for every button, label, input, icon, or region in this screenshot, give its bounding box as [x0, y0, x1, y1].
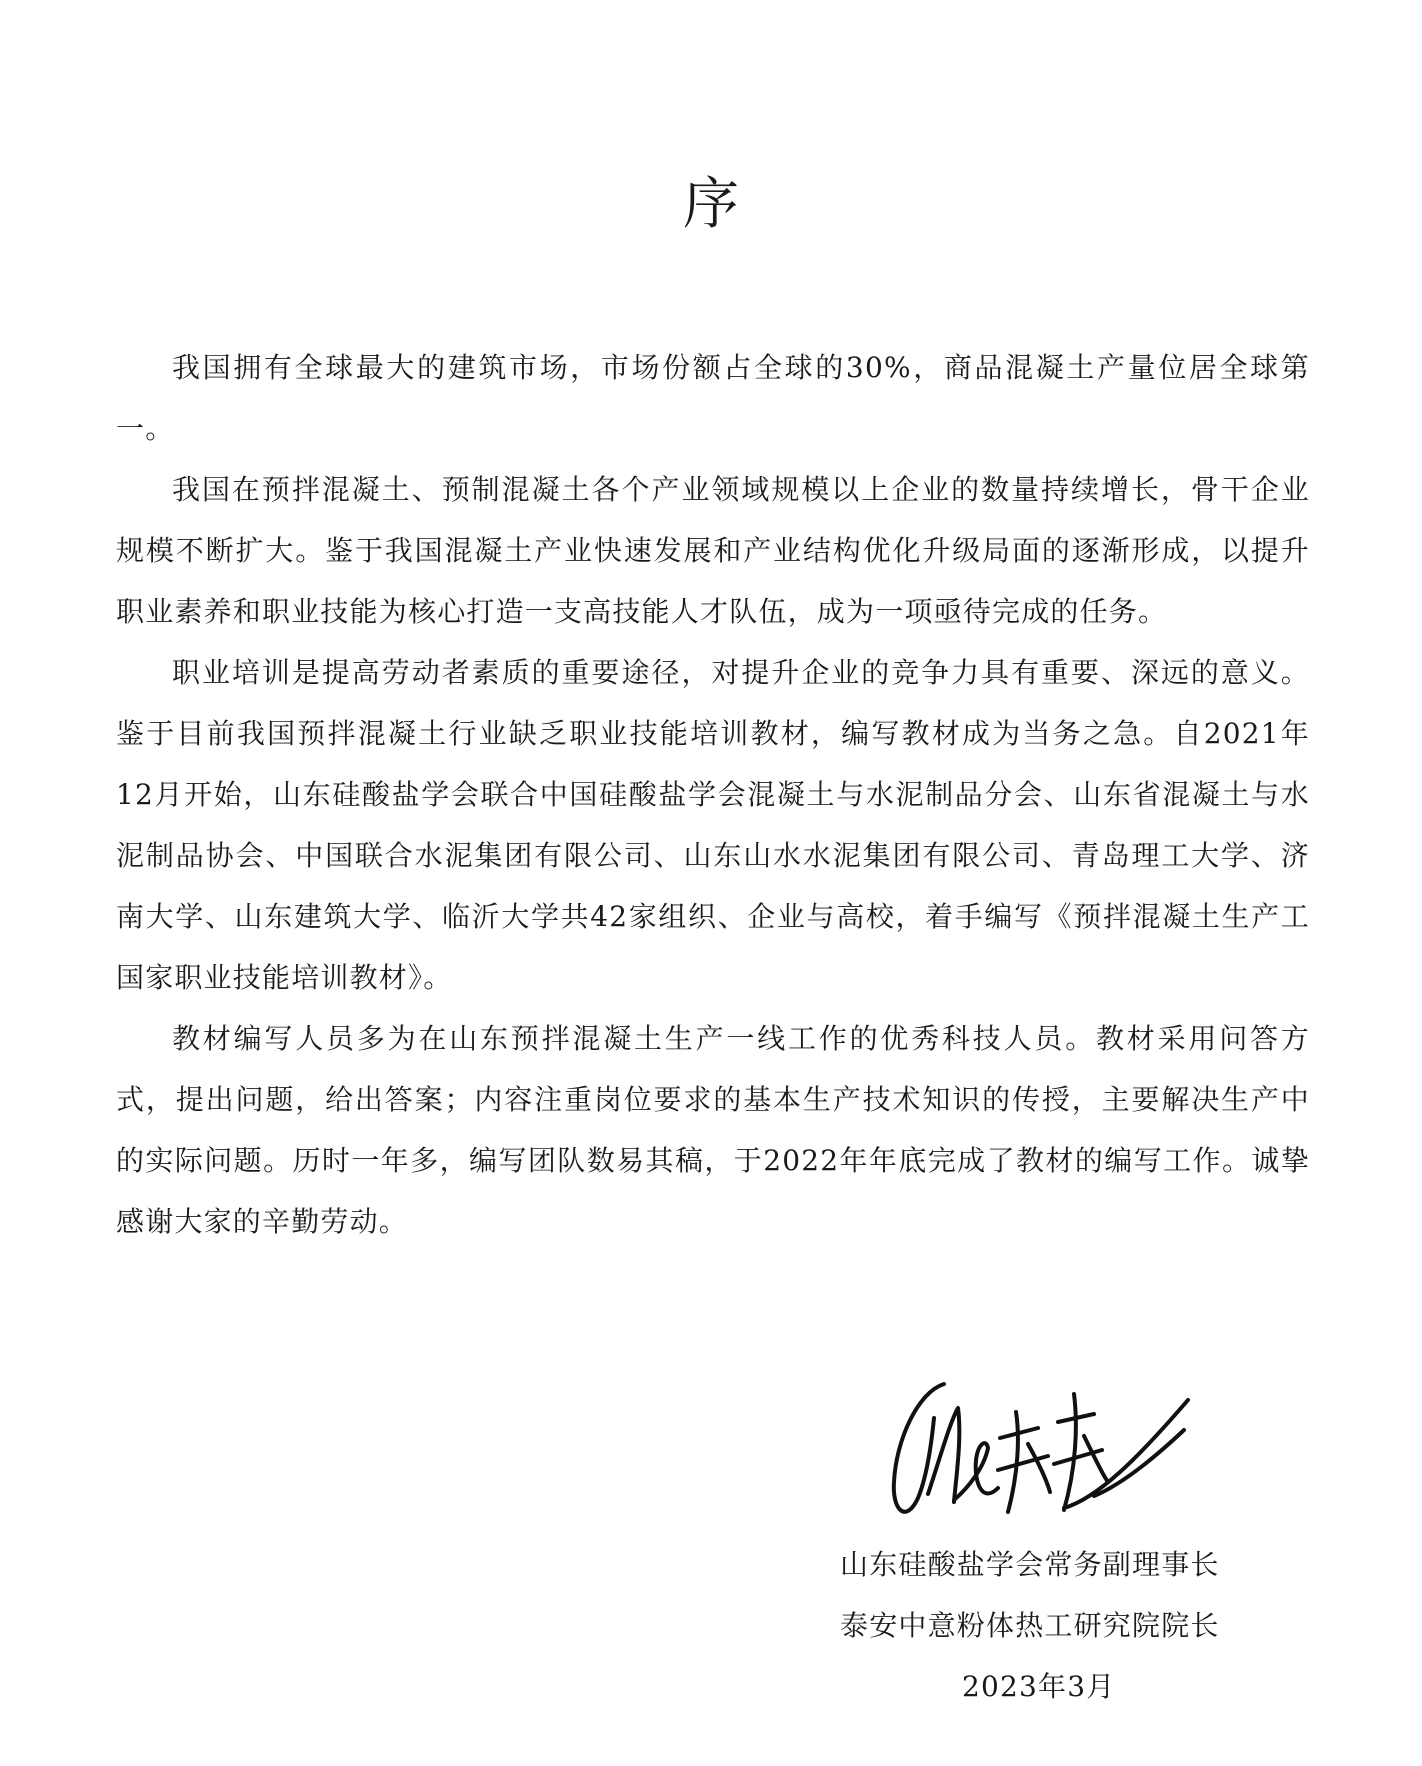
- paragraph-1: 我国拥有全球最大的建筑市场，市场份额占全球的30%，商品混凝土产量位居全球第一。: [116, 351, 1310, 445]
- paragraph-4: 教材编写人员多为在山东预拌混凝土生产一线工作的优秀科技人员。教材采用问答方式，提出问题，给出答案；内容注重岗位要求的基本生产技术知识的传授，主要解决生产中的实际问题。历时一年多，编写团队数易其稿，于2022年年底完成了教材的编写工作。诚挚感谢大家的辛勤劳动。: [116, 1022, 1310, 1238]
- page-title: 序: [683, 172, 739, 237]
- signature-block: [790, 1534, 1310, 1717]
- paragraph-2: 我国在预拌混凝土、预制混凝土各个产业领域规模以上企业的数量持续增长，骨干企业规模不断扩大。鉴于我国混凝土产业快速发展和产业结构优化升级局面的逐渐形成，以提升职业素养和职业技能为核心打造一支高技能人才队伍，成为一项亟待完成的任务。: [116, 473, 1310, 628]
- body-text: [116, 337, 1310, 1252]
- signature-date: 2023年3月: [962, 1670, 1116, 1703]
- signer-title-1: 山东硅酸盐学会常务副理事长: [840, 1548, 1220, 1581]
- handwritten-signature-icon: [888, 1378, 1198, 1526]
- paragraph-3: 职业培训是提高劳动者素质的重要途径，对提升企业的竞争力具有重要、深远的意义。鉴于目前我国预拌混凝土行业缺乏职业技能培训教材，编写教材成为当务之急。自2021年12月开始，山东硅酸盐学会联合中国硅酸盐学会混凝土与水泥制品分会、山东省混凝土与水泥制品协会、中国联合水泥集团有限公司、山东山水水泥集团有限公司、青岛理工大学、济南大学、山东建筑大学、临沂大学共42家组织、企业与高校，着手编写《预拌混凝土生产工国家职业技能培训教材》。: [116, 656, 1310, 994]
- signer-title-2: 泰安中意粉体热工研究院院长: [840, 1609, 1220, 1642]
